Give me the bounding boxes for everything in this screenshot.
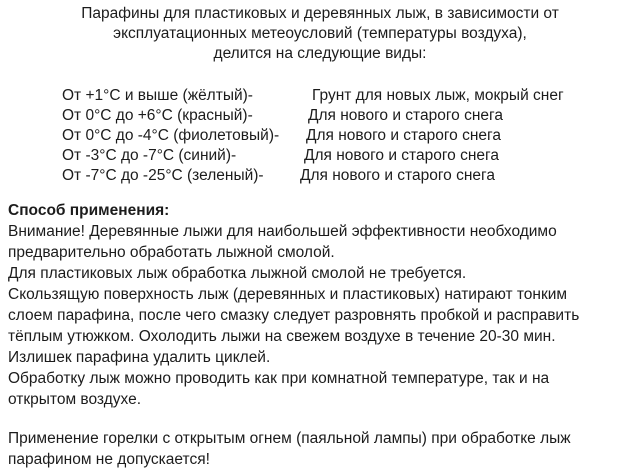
wax-type-condition: От 0°С до +6°С (красный)- xyxy=(62,107,253,124)
intro-line: делится на следующие виды: xyxy=(213,45,427,62)
wax-type-condition: От +1°С и выше (жёлтый)- xyxy=(62,87,253,104)
wax-type-use: Для нового и старого снега xyxy=(304,147,499,164)
usage-line: предварительно обработать лыжной смолой. xyxy=(8,244,335,261)
usage-line: Обработку лыж можно проводить как при комнатной температуре, так и на xyxy=(8,370,550,387)
wax-type-row xyxy=(62,126,582,146)
wax-type-use: Для нового и старого снега xyxy=(308,107,503,124)
wax-type-row xyxy=(62,166,582,186)
wax-type-row xyxy=(62,86,582,106)
wax-type-condition: От -3°С до -7°С (синий)- xyxy=(62,147,237,164)
usage-line: Излишек парафина удалить циклей. xyxy=(8,349,271,366)
intro-line: Парафины для пластиковых и деревянных лыж, в зависимости от xyxy=(81,5,559,22)
usage-line: Внимание! Деревянные лыжи для наибольшей эффективности необходимо xyxy=(8,223,557,240)
paragraph-gap xyxy=(8,410,628,428)
intro-line: эксплуатационных метеоусловий (температуры воздуха), xyxy=(113,25,527,42)
usage-line: Для пластиковых лыж обработка лыжной смолой не требуется. xyxy=(8,265,467,282)
usage-line: тёплым утюжком. Охолодить лыжи на свежем воздухе в течение 20-30 мин. xyxy=(8,328,556,345)
usage-line: слоем парафина, после чего смазку следует разровнять пробкой и расправить xyxy=(8,307,580,324)
wax-type-row xyxy=(62,106,582,126)
usage-line: Скользящую поверхность лыж (деревянных и пластиковых) натирают тонким xyxy=(8,286,568,303)
warning-line: Применение горелки с открытым огнем (паяльной лампы) при обработке лыж xyxy=(8,430,571,447)
wax-type-row xyxy=(62,146,582,166)
wax-type-condition: От 0°С до -4°С (фиолетовый)- xyxy=(62,127,280,144)
usage-heading: Способ применения: xyxy=(8,202,170,219)
wax-type-condition: От -7°С до -25°С (зеленый)- xyxy=(62,167,264,184)
warning-line: парафином не допускается! xyxy=(8,451,210,468)
wax-type-use: Для нового и старого снега xyxy=(300,167,495,184)
intro-paragraph xyxy=(40,4,600,64)
wax-types-list xyxy=(62,86,582,186)
usage-line: открытом воздухе. xyxy=(8,391,141,408)
wax-type-use: Для нового и старого снега xyxy=(306,127,501,144)
usage-section xyxy=(8,200,628,470)
wax-type-use: Грунт для новых лыж, мокрый снег xyxy=(312,87,564,104)
